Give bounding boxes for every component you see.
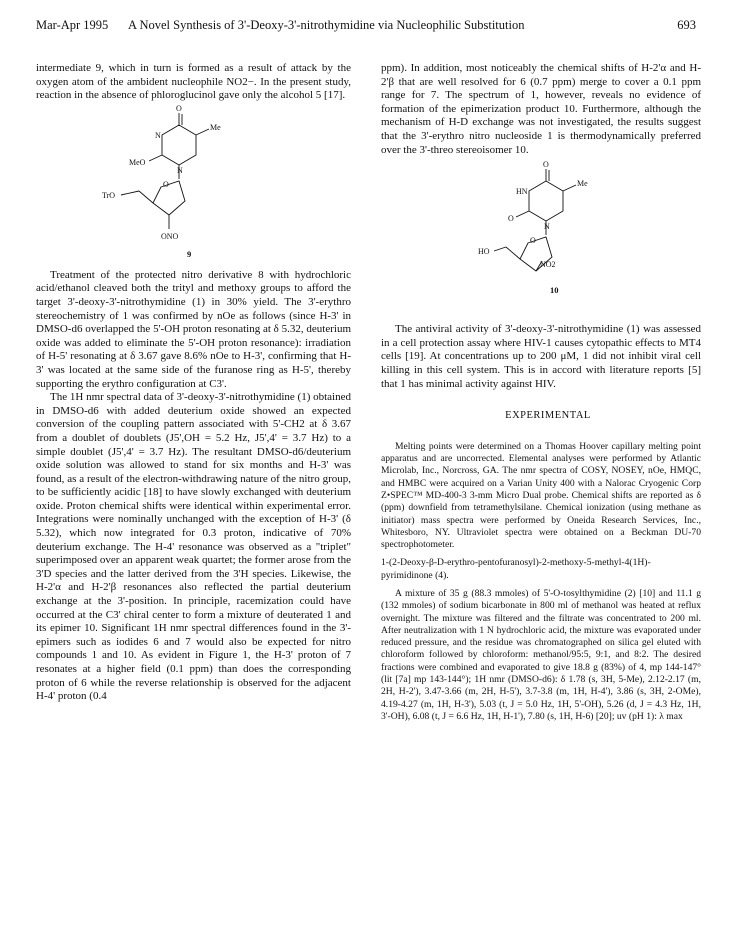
right-paragraph-1: ppm). In addition, most noticeably the chemical shifts of H-2'α and H-2'β that are well resolved for 6 (0.7 ppm) merge to cover a 0.1 ppm range for 7. The spectrum of 1, however, reveals no evidence of formation of the epimerization product 10. Furthermore, although the mechanism of H-D exchange was not investigated, the results suggest that the 3'-erythro nitro nucleoside 1 is thermodynamically preferred over the 3'-threo stereoisomer 10.	[381, 62, 701, 156]
atom-tro: TrO	[101, 190, 115, 200]
atom-o-top: O	[543, 160, 549, 170]
pyrimidine-ring	[529, 181, 563, 221]
atom-no2: NO2	[540, 260, 556, 270]
right-paragraph-2: The antiviral activity of 3'-deoxy-3'-nitrothymidine (1) was assessed in a cell protection assay where HIV-1 causes cytopathic effects to MT4 cells [19]. At concentrations up to 200 μM, 1 did not inhibit viral cell killing in this cell system. This is in accord with literature reports [5] that 1 has minimal activity against HIV.	[381, 323, 701, 390]
atom-o-left: O	[508, 214, 514, 224]
left-column	[36, 62, 351, 704]
running-header	[36, 18, 696, 34]
structure-10	[446, 157, 636, 315]
compound-4-title: 1-(2-Deoxy-β-D-erythro-pentofuranosyl)-2-methoxy-5-methyl-4(1H)-pyrimidinone (4).	[381, 557, 651, 581]
methyl-bond	[196, 129, 209, 135]
left-paragraph-2: Treatment of the protected nitro derivative 8 with hydrochloric acid/ethanol cleaved both the trityl and methoxy groups to afford the target 3'-deoxy-3'-nitrothymidine (1) in 30% yield. The 3'-erythro stereochemistry of 1 was confirmed by nOe as follows (since H-3' in DMSO-d6 overlapped the 5'-OH proton resonating at δ 5.32, deuterium oxide was added to eliminate the 5'-OH proton resonance): irradiation of H-5' resonating at δ 3.67 gave 8.6% nOe to H-3', confirming that H-3' was located at the same side of the furanose ring as H-5', thereby supporting the erythro configuration at C3'.	[36, 268, 351, 390]
pyrimidine-ring	[162, 125, 196, 165]
left-paragraph-1: intermediate 9, which in turn is formed as a result of attack by the oxygen atom of the ambident nucleophile NO2−. In the present study, reaction in the absence of phloroglucinol gave only the alcohol 5 [17].	[36, 62, 351, 102]
section-heading-experimental: EXPERIMENTAL	[505, 410, 591, 422]
atom-n-ring: N	[154, 130, 161, 140]
atom-o-ring: O	[162, 179, 169, 189]
atom-me: Me	[577, 179, 588, 189]
right-column	[381, 62, 701, 723]
atom-o-top: O	[175, 103, 182, 113]
running-title: A Novel Synthesis of 3'-Deoxy-3'-nitrothymidine via Nucleophilic Substitution	[128, 18, 525, 32]
left-paragraph-3: The 1H nmr spectral data of 3'-deoxy-3'-nitrothymidine (1) obtained in DMSO-d6 with added deuterium oxide showed an expected conversion of the coupling pattern associated with 5'-CH2 at δ 3.67 from a doublet of doublets (J5',OH = 5.2 Hz, J5',4' = 3.7 Hz) to a simple doublet (J5',4' = 3.7 Hz). The resultant DMSO-d6/deuterium oxide solution was allowed to stand for six months and H-3' was found, as a result of the electron-withdrawing nature of the nitro group, to be sufficiently acidic [18] to have slowly exchanged with deuterium oxide. Proton chemical shifts were identical within experimental error. Integrations were nominally unchanged with the exception of H-3' (δ 5.32), which now integrated for 0.3 proton, indicative of 70% deuterium exchange. The H-4' resonance was observed as a "triplet" superimposed over an apparent weak quartet; the former arose from the 3'D species and the latter derived from the 3'H species. Likewise, the H-2'α and H-2'β resonances also reflected the partial deuterium exchange at the 3'-position. In principle, racemization could have occurred at the C3' chiral center to form a mixture of deuterated 1 and its epimer 10. Significant 1H nmr spectral differences found in the 3'-epimers such as iodides 6 and 7 would also be expected for nitro compounds 1 and 10. As evident in Figure 1, the H-3' proton of 7 resonates at a higher field (0.1 ppm) than does the corresponding proton of 6 while the reverse relationship is observed for the adjacent H-4' proton (0.4	[36, 391, 351, 703]
compound-label-10: 10	[550, 285, 559, 296]
methoxy-bond	[149, 155, 162, 161]
c5-bond	[506, 247, 520, 259]
atom-o-ring: O	[530, 236, 536, 246]
experimental-paragraph: Melting points were determined on a Thomas Hoover capillary melting point apparatus and are uncorrected. Elemental analyses were performed by Atlantic Microlab, Inc., Norcross, GA. The nmr spectra of COSY, NOSEY, nOe, HMQC, and HMBC were acquired on a Varian Unity 400 with a Nalorac Cryogenic Corp Z•SPEC™ MD-400-3 3-mm Micro Dual probe. Chemical shifts are reported as δ (ppm) downfield from tetramethylsilane. Chemical ionization (using methane as initiator) mass spectra were performed by Oneida Research Services, Inc., Whitesboro, NY. Ultraviolet spectra were obtained on a Beckman DU-70 spectrophotometer.	[381, 440, 701, 551]
atom-ono: ONO	[160, 231, 178, 241]
page-number: 693	[677, 18, 696, 32]
journal-date: Mar-Apr 1995	[36, 18, 109, 32]
structure-9	[99, 103, 289, 263]
compound-4-procedure: A mixture of 35 g (88.3 mmoles) of 5'-O-tosylthymidine (2) [10] and 11.1 g (132 mmoles) of sodium bicarbonate in 800 ml of methanol was heated at reflux overnight. The mixture was filtered and the filtrate was concentrated to 200 ml. After neutralization with 1 N hydrochloric acid, the mixture was evaporated under reduced pressure, and the residue was chromatographed on silica gel eluted with chloroform followed by chloroform: methanol/95:5, 9:1, and 8:2. The desired fractions were combined and evaporated to give 18.8 g (83%) of 4, mp 144-147° (lit [7a] mp 143-144°); 1H nmr (DMSO-d6): δ 1.78 (s, 3H, 5-Me), 2.12-2.17 (m, 2H, H-2'), 3.47-3.66 (m, 2H, H-5'), 3.7-3.8 (m, 1H, H-4'), 3.86 (s, 3H, 2-OMe), 4.19-4.27 (m, 1H, H-3'), 5.03 (t, J = 5.0 Hz, 1H, 5'-OH), 5.26 (d, J = 4.3 Hz, 1H, 3'-OH), 6.08 (t, J = 6.6 Hz, 1H, H-1'), 7.80 (s, 1H, H-6) [20]; uv (pH 1): λ max	[381, 587, 701, 722]
atom-ho: HO	[478, 247, 490, 257]
furanose-ring	[153, 181, 185, 215]
atom-meo: MeO	[128, 157, 145, 167]
atom-me: Me	[209, 122, 221, 132]
compound-label-9: 9	[186, 248, 191, 259]
methyl-bond	[563, 185, 576, 191]
c5-bond	[139, 191, 153, 203]
atom-hn: HN	[516, 187, 528, 197]
c2-carbonyl-bond	[516, 211, 529, 217]
atom-n-base: N	[544, 222, 550, 232]
atom-n-base: N	[176, 165, 183, 175]
